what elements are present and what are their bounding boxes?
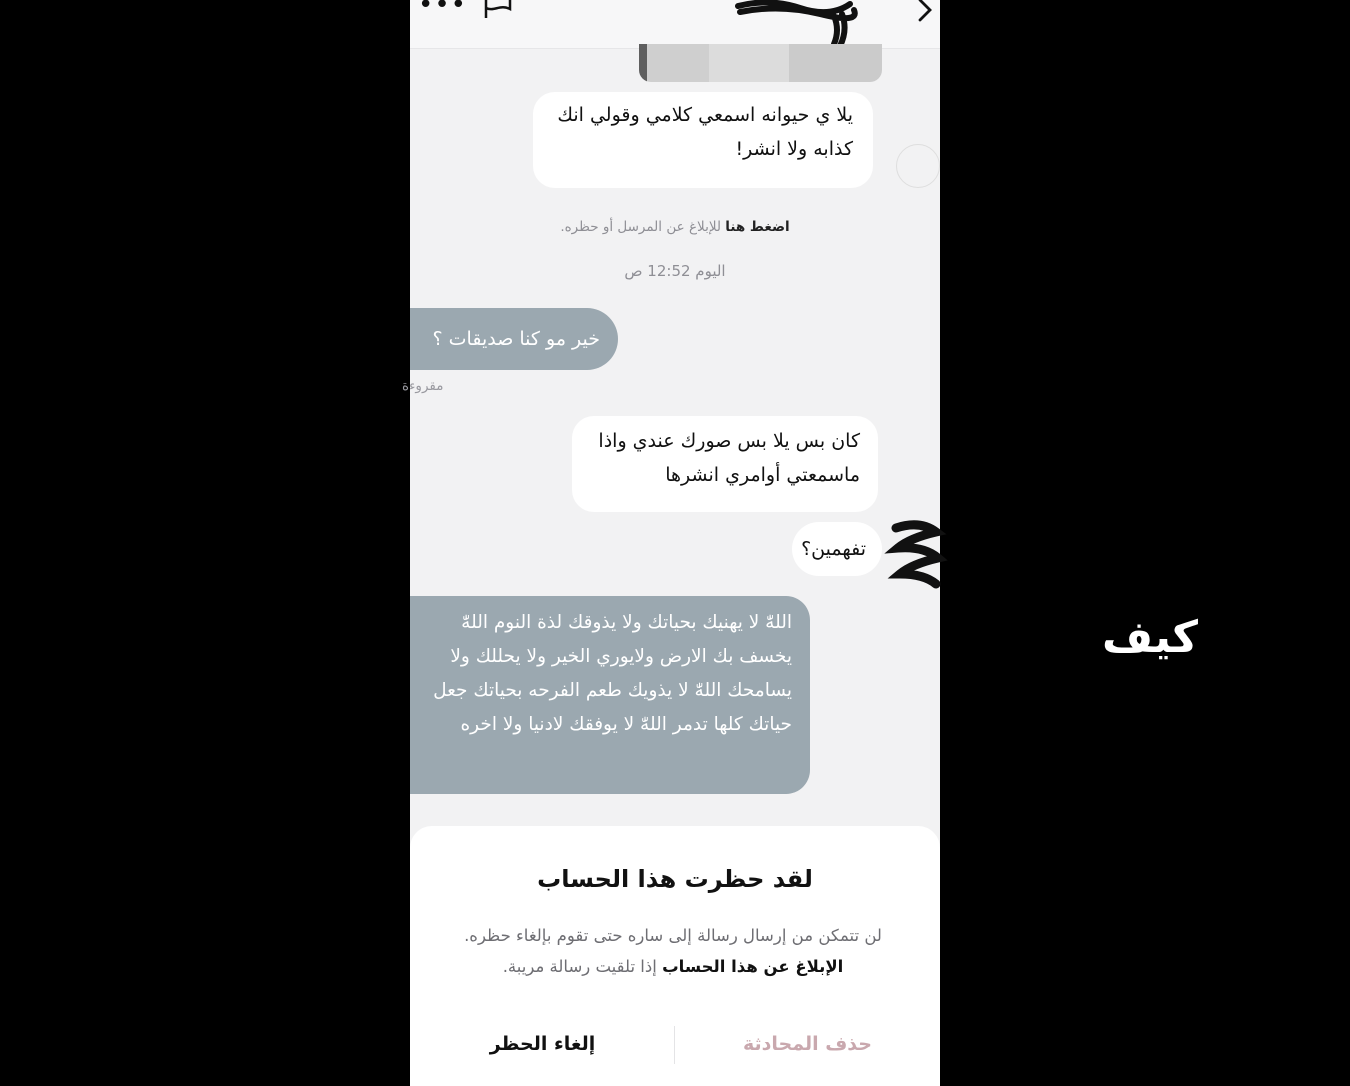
unblock-button[interactable]: إلغاء الحظر — [489, 1033, 596, 1055]
outgoing-message[interactable]: اللهّٰ لا يهنيك بحياتك ولا يذوقك لذة النوم اللهّٰ يخسف بك الارض ولايوري الخير ولا يحللك ولا يسامحك اللهّٰ لا يذويك طعم الفرحه بحياتك جعل حياتك كلها تدمر اللهّٰ لا يوفقك لادنيا ولا اخره — [410, 596, 810, 794]
report-note-text: للإبلاغ عن المرسل أو حظره. — [560, 219, 726, 235]
delete-conversation-button[interactable]: حذف المحادثة — [743, 1033, 872, 1055]
read-receipt: مقروءة — [402, 378, 444, 394]
sheet-desc-text: لن تتمكن من إرسال رسالة إلى ساره حتى تقوم بإلغاء حظره. — [464, 926, 882, 945]
report-sender-note — [410, 219, 940, 235]
blocked-account-sheet — [410, 826, 940, 1086]
outgoing-message[interactable]: خير مو كنا صديقات ؟ — [410, 308, 618, 370]
redaction-scribble — [890, 518, 942, 590]
message-timestamp: اليوم 12:52 ص — [624, 262, 726, 280]
incoming-message[interactable]: يلا ي حيوانه اسمعي كلامي وقولي انك كذابه ولا انشر! — [533, 92, 873, 188]
sheet-desc-text: إذا تلقيت رسالة مريبة. — [502, 957, 663, 976]
chat-screen — [402, 0, 940, 1080]
report-link[interactable]: اضغط هنا — [725, 219, 790, 235]
overlay-caption: كيف — [1102, 612, 1198, 663]
report-account-link[interactable]: الإبلاغ عن هذا الحساب — [662, 957, 844, 976]
avatar[interactable] — [896, 144, 940, 188]
chat-header — [410, 0, 940, 49]
incoming-message[interactable]: تفهمين؟ — [792, 522, 882, 576]
chevron-right-icon[interactable] — [914, 0, 936, 24]
sheet-title: لقد حظرت هذا الحساب — [537, 865, 813, 893]
incoming-message[interactable]: كان بس يلا بس صورك عندي واذا ماسمعتي أوامري انشرها — [572, 416, 878, 512]
flag-icon[interactable] — [482, 0, 516, 20]
image-message-thumbnail[interactable] — [639, 44, 882, 82]
sheet-description — [450, 920, 896, 982]
more-options-icon[interactable]: ••• — [418, 0, 468, 20]
